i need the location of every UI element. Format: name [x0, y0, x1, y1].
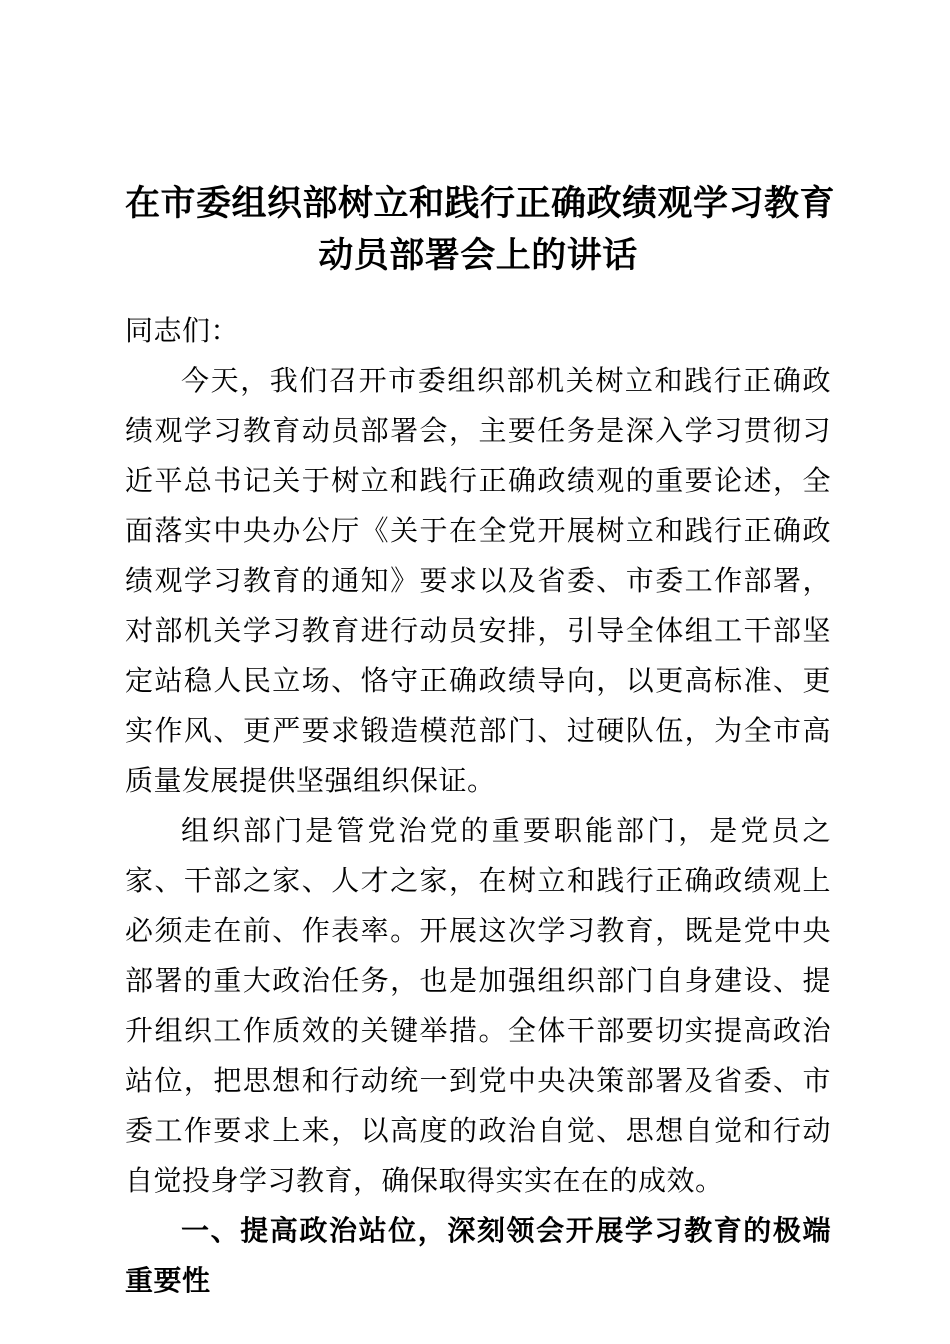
document-title-line-1: 在市委组织部树立和践行正确政绩观学习教育 [125, 184, 836, 223]
document-title-line-2: 动员部署会上的讲话 [318, 236, 638, 275]
document-body [125, 306, 831, 1306]
paragraph-2: 组织部门是管党治党的重要职能部门，是党员之家、干部之家、人才之家，在树立和践行正确政绩观上必须走在前、作表率。开展这次学习教育，既是党中央部署的重大政治任务，也是加强组织部门自身建设、提升组织工作质效的关键举措。全体干部要切实提高政治站位，把思想和行动统一到党中央决策部署及省委、市委工作要求上来，以高度的政治自觉、思想自觉和行动自觉投身学习教育，确保取得实实在在的成效。 [125, 815, 831, 1196]
paragraph-1: 今天，我们召开市委组织部机关树立和践行正确政绩观学习教育动员部署会，主要任务是深入学习贯彻习近平总书记关于树立和践行正确政绩观的重要论述，全面落实中央办公厅《关于在全党开展树立和践行正确政绩观学习教育的通知》要求以及省委、市委工作部署，对部机关学习教育进行动员安排，引导全体组工干部坚定站稳人民立场、恪守正确政绩导向，以更高标准、更实作风、更严要求锻造模范部门、过硬队伍，为全市高质量发展提供坚强组织保证。 [125, 365, 831, 796]
section-heading-1: 一、提高政治站位，深刻领会开展学习教育的极端重要性 [125, 1215, 831, 1296]
salutation: 同志们： [125, 315, 240, 346]
document-title [125, 178, 836, 282]
